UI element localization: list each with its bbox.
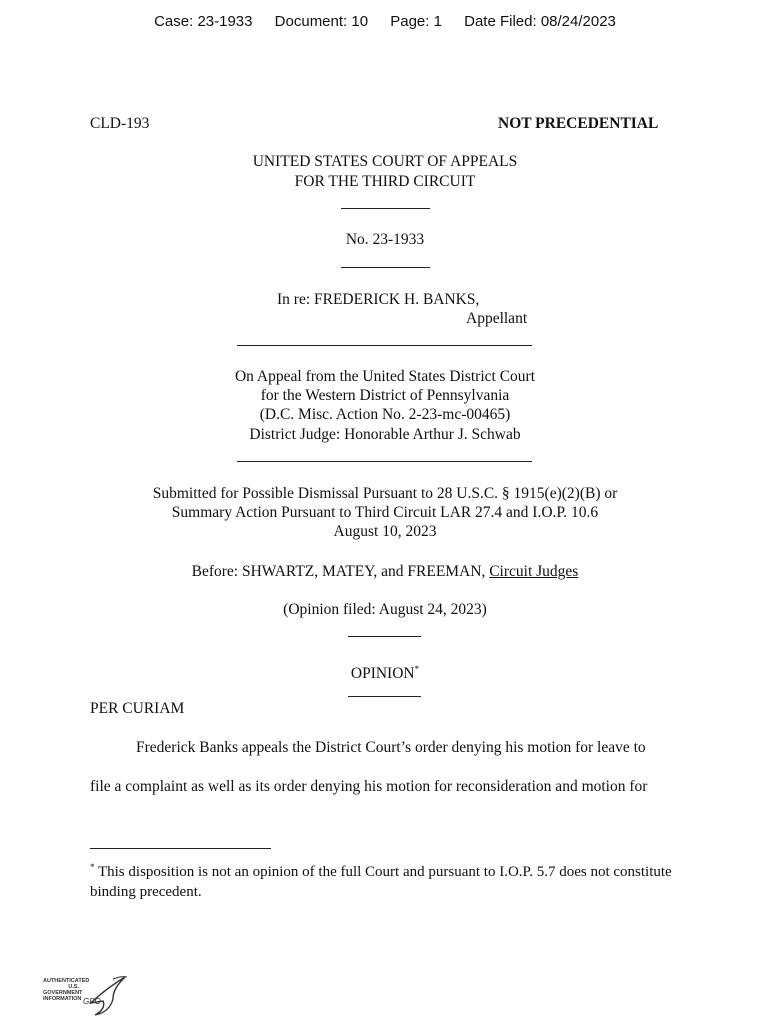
opinion-body-line1: Frederick Banks appeals the District Court’s order denying his motion for leave to — [136, 739, 646, 756]
case-number-header: Case: 23-1933 — [154, 13, 253, 30]
footnote-marker: * — [414, 664, 420, 674]
page-number-header: Page: 1 — [390, 13, 442, 30]
opinion-heading — [0, 660, 770, 683]
party-role: Appellant — [466, 310, 528, 327]
separator-rule — [348, 636, 421, 637]
submitted-date: August 10, 2023 — [333, 523, 437, 540]
appeal-line1: On Appeal from the United States District Court — [234, 368, 536, 385]
separator-rule — [348, 696, 421, 697]
opinion-body-line2: file a complaint as well as its order denying his motion for reconsideration and motion for — [90, 778, 648, 795]
appeal-line4: District Judge: Honorable Arthur J. Schwab — [249, 426, 521, 443]
precedential-status: NOT PRECEDENTIAL — [498, 115, 659, 132]
footnote — [90, 858, 690, 902]
separator-rule — [237, 345, 532, 346]
filing-header — [0, 13, 770, 30]
appeal-line2: for the Western District of Pennsylvania — [260, 387, 510, 404]
court-name-line2: FOR THE THIRD CIRCUIT — [294, 173, 476, 190]
docket-code: CLD-193 — [90, 115, 150, 132]
date-filed-header: Date Filed: 08/24/2023 — [464, 13, 616, 30]
gpo-seal-text: AUTHENTICATED U.S. GOVERNMENT INFORMATION — [43, 978, 90, 1002]
separator-rule — [341, 208, 430, 209]
panel-judges — [0, 562, 770, 581]
opinion-heading-text: OPINION — [350, 665, 415, 682]
court-name-line1: UNITED STATES COURT OF APPEALS — [252, 153, 518, 170]
separator-rule — [237, 461, 532, 462]
case-number: No. 23-1933 — [345, 231, 425, 248]
panel-judges-title: Circuit Judges — [489, 563, 579, 580]
gpo-authentication-seal — [43, 973, 133, 1018]
per-curiam: PER CURIAM — [90, 700, 185, 717]
footnote-mark: * — [90, 862, 95, 872]
gpo-eagle-icon — [43, 973, 133, 1018]
footnote-separator — [90, 848, 271, 849]
appeal-line3: (D.C. Misc. Action No. 2-23-mc-00465) — [259, 406, 511, 423]
footnote-text: This disposition is not an opinion of the full Court and pursuant to I.O.P. 5.7 does not constitute binding precedent. — [90, 864, 672, 900]
party-name: In re: FREDERICK H. BANKS, — [277, 291, 480, 308]
opinion-filed-date: (Opinion filed: August 24, 2023) — [283, 601, 487, 618]
panel-judges-names: Before: SHWARTZ, MATEY, and FREEMAN, — [191, 563, 490, 580]
submitted-line2: Summary Action Pursuant to Third Circuit LAR 27.4 and I.O.P. 10.6 — [171, 504, 599, 521]
document-number-header: Document: 10 — [274, 13, 369, 30]
submitted-line1: Submitted for Possible Dismissal Pursuant to 28 U.S.C. § 1915(e)(2)(B) or — [152, 485, 618, 502]
gpo-word: GPO — [83, 997, 101, 1006]
separator-rule — [341, 267, 430, 268]
